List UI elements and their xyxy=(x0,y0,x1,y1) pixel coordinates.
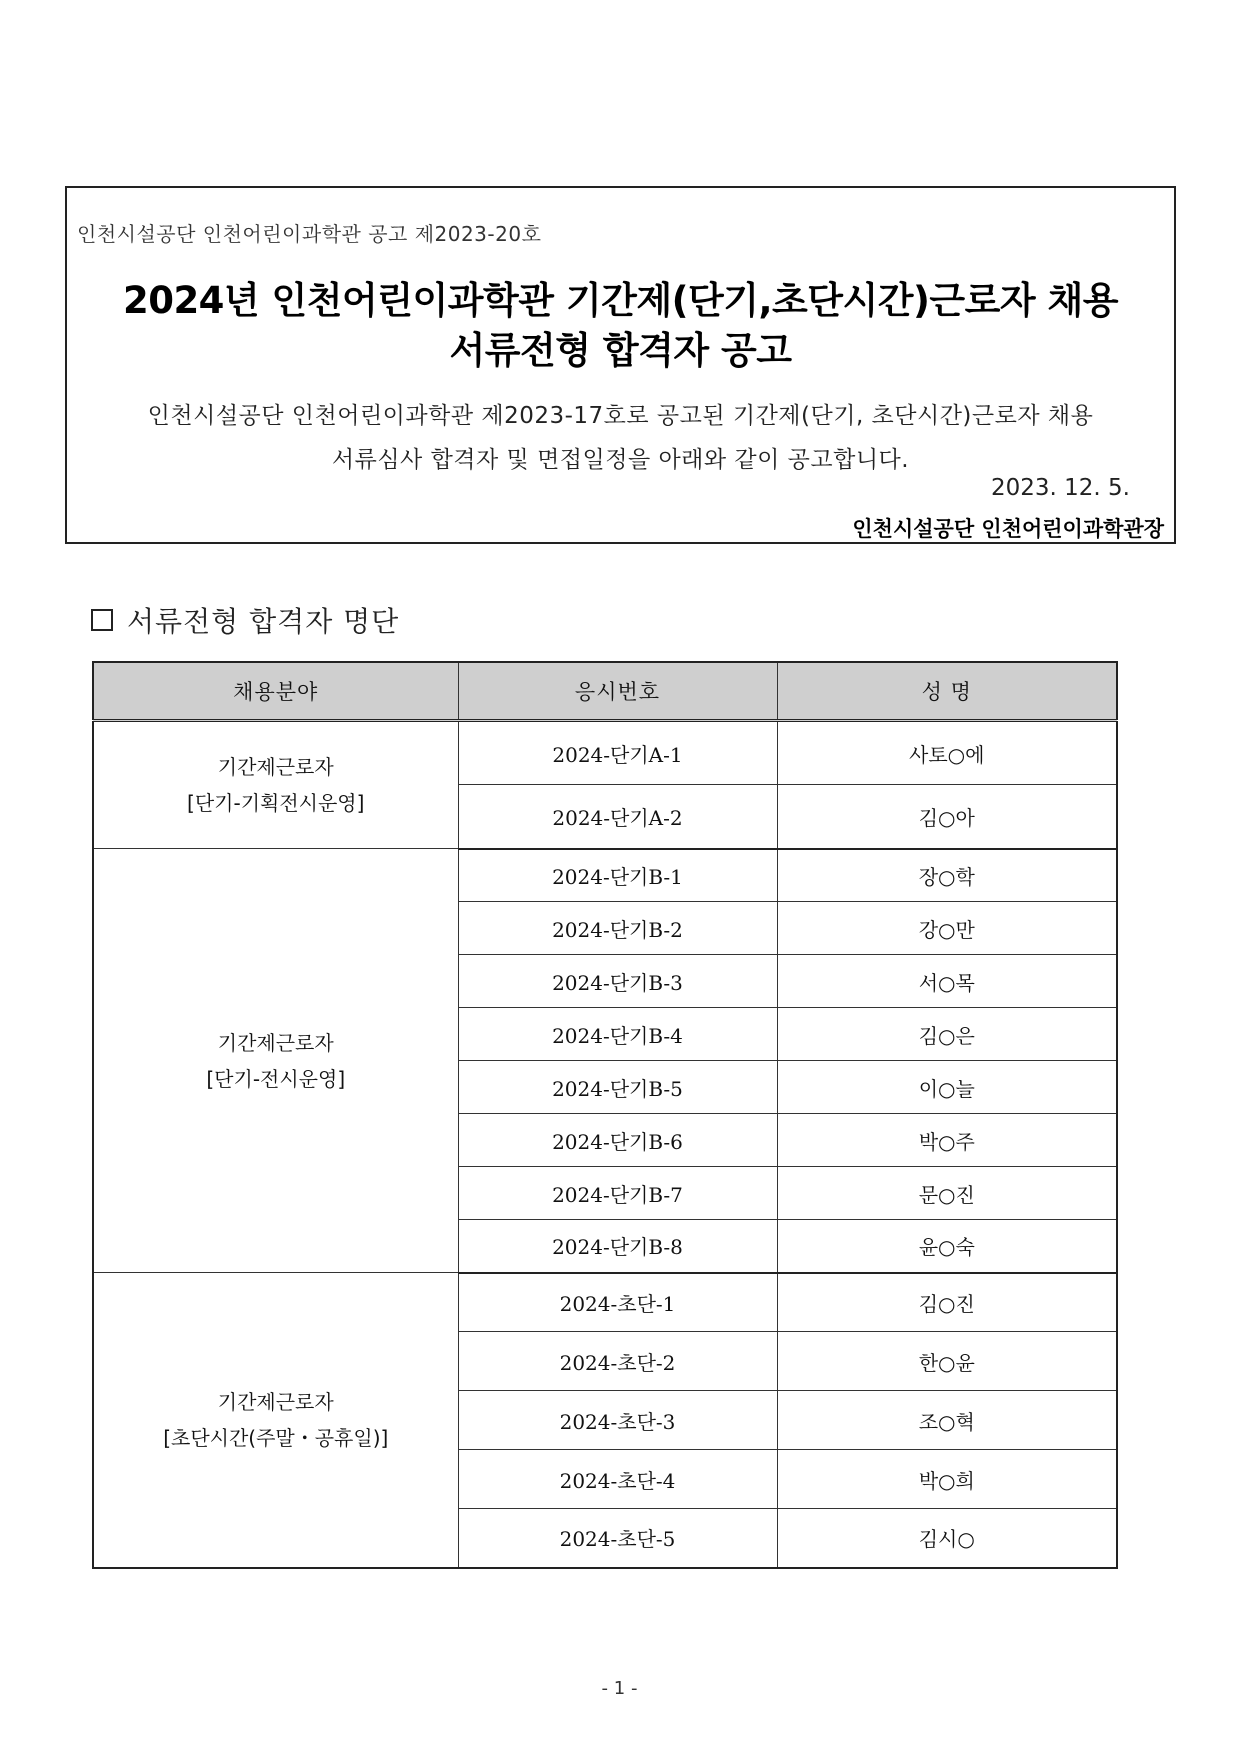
applicant-name: 박○희 xyxy=(777,1450,1117,1509)
applicant-number: 2024-단기B-3 xyxy=(458,955,777,1008)
checkbox-icon xyxy=(91,609,113,631)
field-line1: 기간제근로자 xyxy=(217,1030,334,1055)
field-cell xyxy=(93,849,458,1273)
applicant-number: 2024-단기B-4 xyxy=(458,1008,777,1061)
section-heading xyxy=(91,600,399,640)
applicant-number: 2024-단기B-6 xyxy=(458,1114,777,1167)
applicant-name: 서○목 xyxy=(777,955,1117,1008)
applicant-number: 2024-초단-2 xyxy=(458,1332,777,1391)
field-line1: 기간제근로자 xyxy=(217,1389,334,1414)
applicant-name: 윤○숙 xyxy=(777,1220,1117,1273)
notice-body-line2: 서류심사 합격자 및 면접일정을 아래와 같이 공고합니다. xyxy=(331,447,910,473)
applicant-number: 2024-단기B-2 xyxy=(458,902,777,955)
applicant-number: 2024-단기B-5 xyxy=(458,1061,777,1114)
table-row xyxy=(93,849,1117,902)
page-number: - 1 - xyxy=(601,1678,638,1699)
applicant-name: 한○윤 xyxy=(777,1332,1117,1391)
applicant-number: 2024-단기B-7 xyxy=(458,1167,777,1220)
notice-date: 2023. 12. 5. xyxy=(991,475,1130,501)
notice-title-line2: 서류전형 합격자 공고 xyxy=(449,329,792,372)
applicant-number: 2024-초단-3 xyxy=(458,1391,777,1450)
applicant-number: 2024-단기A-1 xyxy=(458,721,777,785)
applicant-number: 2024-초단-5 xyxy=(458,1509,777,1568)
field-line2: [단기-전시운영] xyxy=(206,1066,346,1091)
applicant-name: 조○혁 xyxy=(777,1391,1117,1450)
table-row xyxy=(93,1273,1117,1332)
field-line2: [단기-기획전시운영] xyxy=(187,791,365,815)
applicant-name: 김○아 xyxy=(777,785,1117,849)
applicant-number: 2024-초단-1 xyxy=(458,1273,777,1332)
section-heading-text: 서류전형 합격자 명단 xyxy=(127,605,400,638)
field-cell xyxy=(93,721,458,849)
header-name: 성 명 xyxy=(777,662,1117,721)
applicant-name: 김시○ xyxy=(777,1509,1117,1568)
notice-body-line1: 인천시설공단 인천어린이과학관 제2023-17호로 공고된 기간제(단기, 초단시간)근로자 채용 xyxy=(147,403,1094,429)
applicant-name: 김○은 xyxy=(777,1008,1117,1061)
field-line2: [초단시간(주말・공휴일)] xyxy=(163,1425,389,1450)
applicant-name: 사토○에 xyxy=(777,721,1117,785)
field-line1: 기간제근로자 xyxy=(217,755,334,779)
applicant-name: 문○진 xyxy=(777,1167,1117,1220)
applicant-name: 장○학 xyxy=(777,849,1117,902)
table-header-row xyxy=(93,662,1117,721)
applicant-name: 이○늘 xyxy=(777,1061,1117,1114)
table-row xyxy=(93,721,1117,785)
applicant-number: 2024-초단-4 xyxy=(458,1450,777,1509)
applicant-number: 2024-단기B-1 xyxy=(458,849,777,902)
applicant-name: 김○진 xyxy=(777,1273,1117,1332)
header-number: 응시번호 xyxy=(458,662,777,721)
notice-number: 인천시설공단 인천어린이과학관 공고 제2023-20호 xyxy=(77,222,542,246)
field-cell xyxy=(93,1273,458,1568)
notice-box xyxy=(65,186,1176,544)
applicant-name: 강○만 xyxy=(777,902,1117,955)
notice-issuer: 인천시설공단 인천어린이과학관장 xyxy=(852,517,1164,541)
applicant-number: 2024-단기B-8 xyxy=(458,1220,777,1273)
notice-title-line1: 2024년 인천어린이과학관 기간제(단기,초단시간)근로자 채용 xyxy=(122,279,1119,322)
header-field: 채용분야 xyxy=(93,662,458,721)
applicant-number: 2024-단기A-2 xyxy=(458,785,777,849)
applicant-name: 박○주 xyxy=(777,1114,1117,1167)
results-table xyxy=(92,661,1118,1569)
